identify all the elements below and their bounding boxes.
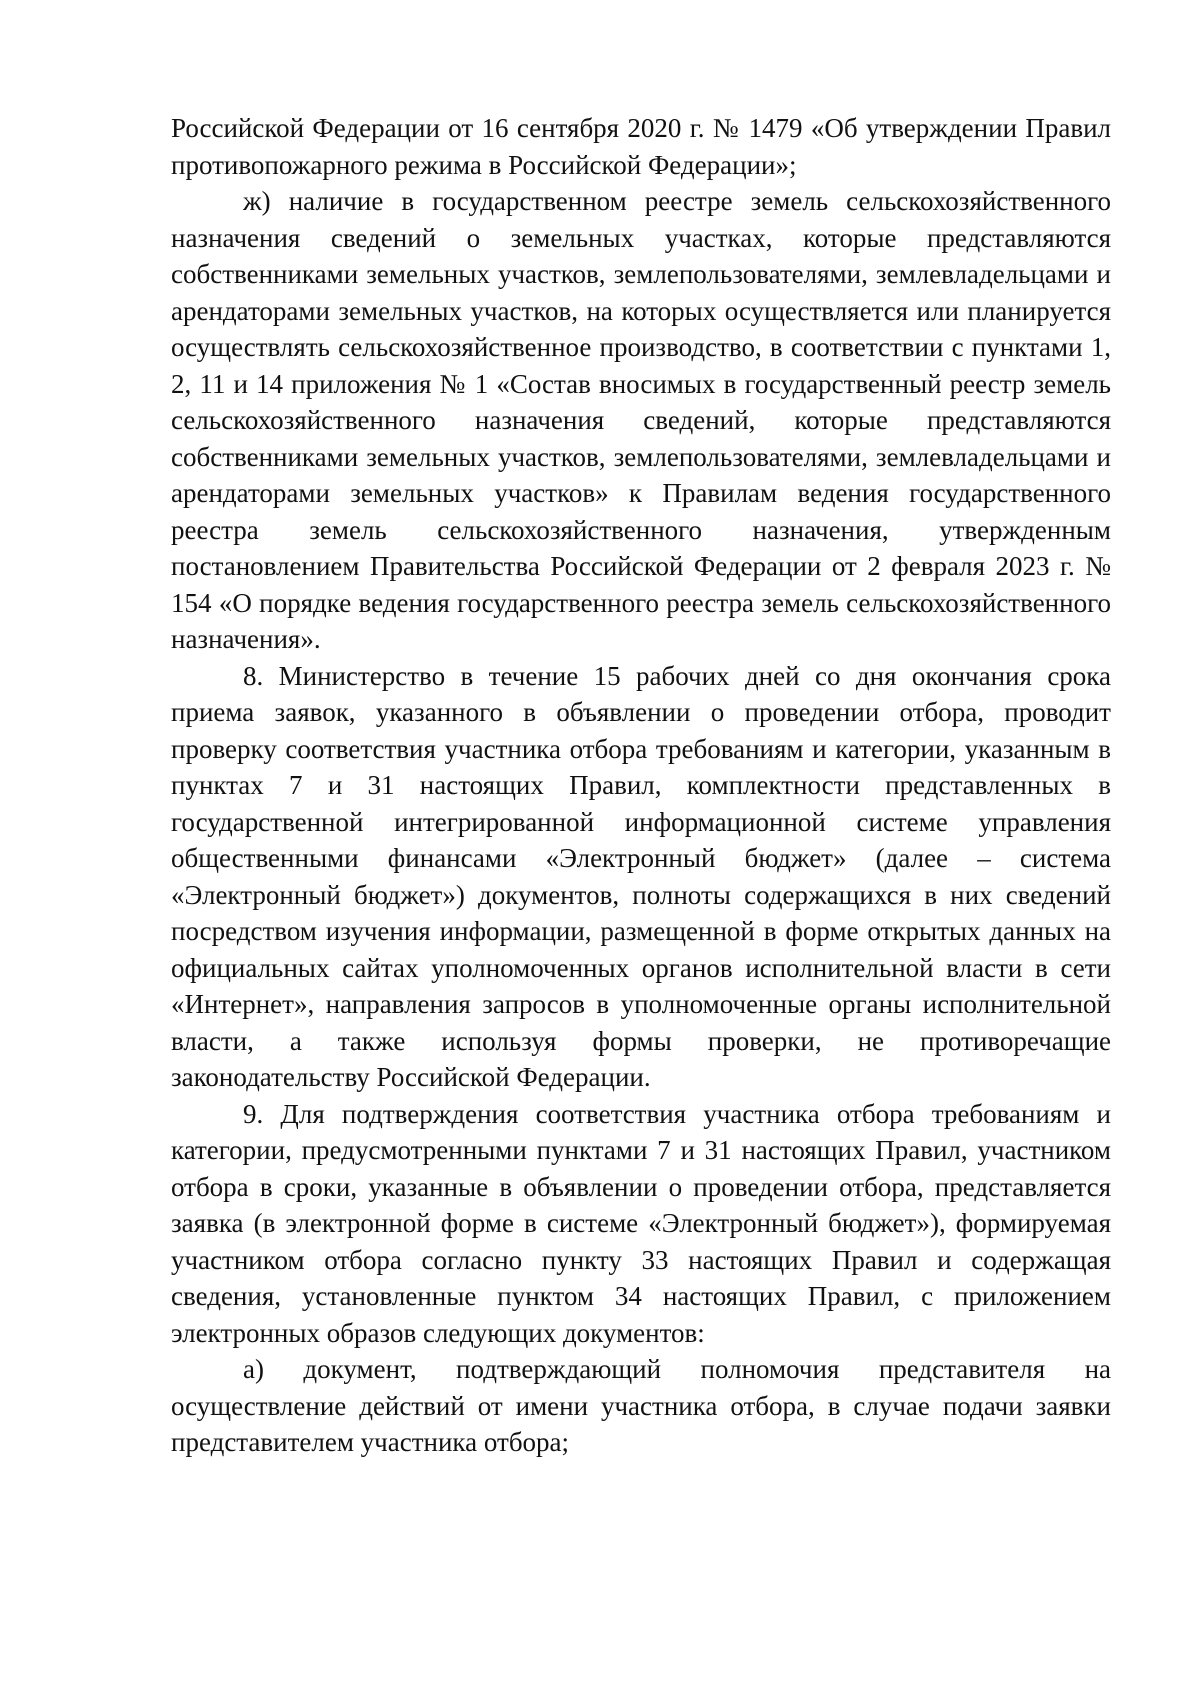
- paragraph-continuation: Российской Федерации от 16 сентября 2020 г. № 1479 «Об утверждении Правил противопожарного режима в Российской Федерации»;: [171, 113, 1111, 180]
- paragraph-subitem-zh: ж) наличие в государственном реестре земель сельскохозяйственного назначения сведений о земельных участках, которые представляются собственниками земельных участков, землепользователями, землевладельцами и арендаторами земельных участков, на которых осуществляется или планируется осуществлять сельскохозяйственное производство, в соответствии с пунктами 1, 2, 11 и 14 приложения № 1 «Состав вносимых в государственный реестр земель сельскохозяйственного назначения сведений, которые представляются собственниками земельных участков, землепользователями, землевладельцами и арендаторами земельных участков» к Правилам ведения государственного реестра земель сельскохозяйственного назначения, утвержденным постановлением Правительства Российской Федерации от 2 февраля 2023 г. № 154 «О порядке ведения государственного реестра земель сельскохозяйственного назначения».: [171, 186, 1111, 654]
- paragraph-item-9: 9. Для подтверждения соответствия участника отбора требованиям и категории, предусмотренными пунктами 7 и 31 настоящих Правил, участником отбора в сроки, указанные в объявлении о проведении отбора, представляется заявка (в электронной форме в системе «Электронный бюджет»), формируемая участником отбора согласно пункту 33 настоящих Правил и содержащая сведения, установленные пунктом 34 настоящих Правил, с приложением электронных образов следующих документов:: [171, 1098, 1111, 1348]
- paragraph-subitem-a: а) документ, подтверждающий полномочия представителя на осуществление действий от имени участника отбора, в случае подачи заявки представителем участника отбора;: [171, 1354, 1111, 1457]
- document-page: [171, 110, 1111, 1461]
- paragraph-item-8: 8. Министерство в течение 15 рабочих дней со дня окончания срока приема заявок, указанного в объявлении о проведении отбора, проводит проверку соответствия участника отбора требованиям и категории, указанным в пунктах 7 и 31 настоящих Правил, комплектности представленных в государственной интегрированной информационной системе управления общественными финансами «Электронный бюджет» (далее – система «Электронный бюджет») документов, полноты содержащихся в них сведений посредством изучения информации, размещенной в форме открытых данных на официальных сайтах уполномоченных органов исполнительной власти в сети «Интернет», направления запросов в уполномоченные органы исполнительной власти, а также используя формы проверки, не противоречащие законодательству Российской Федерации.: [171, 660, 1111, 1092]
